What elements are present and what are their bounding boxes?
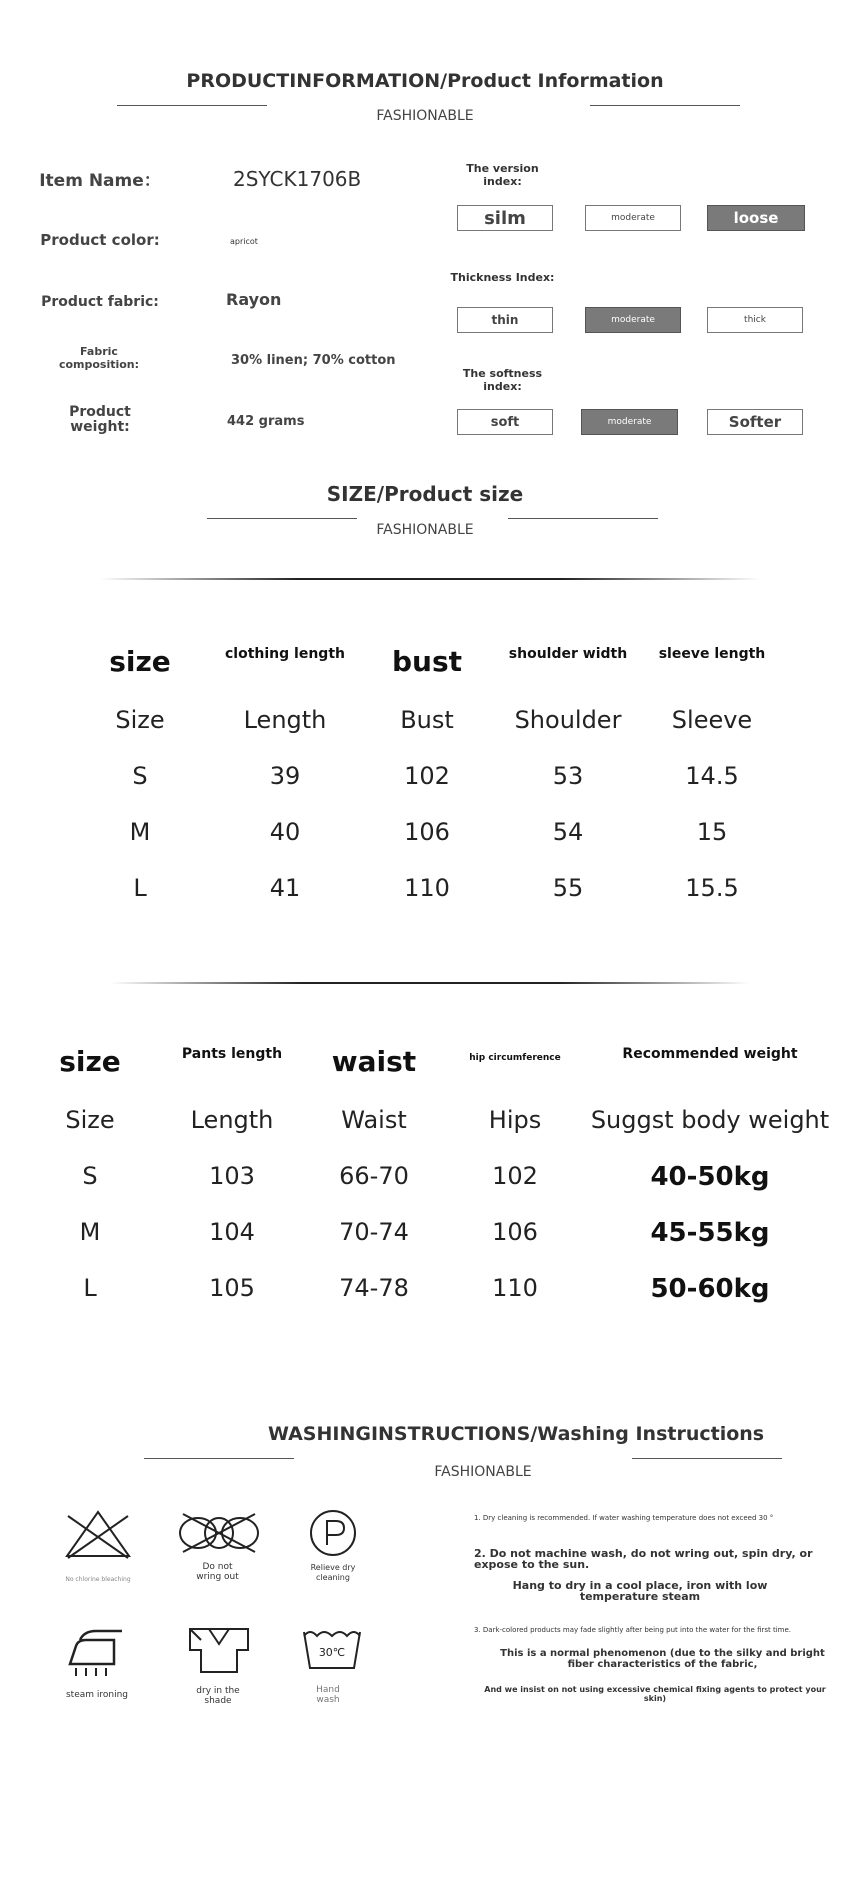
table-cell: S <box>82 1162 98 1190</box>
top-table-rule <box>100 578 760 580</box>
no-wring-caption: Do not wring out <box>196 1562 239 1582</box>
product-color-label: Product color: <box>40 231 160 249</box>
hand-wash-temp: 30℃ <box>318 1646 346 1659</box>
table-cell: 70-74 <box>339 1218 409 1246</box>
table-subheader: Sleeve <box>671 706 753 734</box>
version-index-title: The version index: <box>466 162 539 188</box>
table-subheader: Shoulder <box>514 706 622 734</box>
dry-clean-caption: Relieve dry cleaning <box>310 1563 356 1582</box>
product-info-title: PRODUCTINFORMATION/Product Information <box>186 70 664 92</box>
product-fabric-value: Rayon <box>226 290 282 309</box>
fabric-composition-value: 30% linen; 70% cotton <box>231 353 396 368</box>
table-cell: M <box>79 1218 101 1246</box>
size-divider-right <box>508 518 658 519</box>
size-section-subtitle: FASHIONABLE <box>376 522 474 538</box>
table-cell: 40-50kg <box>650 1162 770 1192</box>
table-cell: 102 <box>492 1162 538 1190</box>
softness-option-softer: Softer <box>707 409 803 435</box>
table-cell: 110 <box>492 1274 538 1302</box>
product-fabric-label: Product fabric: <box>41 294 159 310</box>
dry-clean-icon <box>308 1508 358 1558</box>
washing-subtitle: FASHIONABLE <box>434 1464 532 1480</box>
table-header: Pants length <box>181 1046 283 1062</box>
size-section-title: SIZE/Product size <box>326 482 524 506</box>
table-header: waist <box>331 1045 417 1078</box>
table-cell: 50-60kg <box>650 1274 770 1304</box>
table-cell: 103 <box>209 1162 255 1190</box>
table-subheader: Length <box>243 706 327 734</box>
washing-note-1: 1. Dry cleaning is recommended. If water washing temperature does not exceed 30 ° <box>474 1514 774 1522</box>
table-cell: 66-70 <box>339 1162 409 1190</box>
thickness-index-title: Thickness Index: <box>450 271 555 284</box>
table-subheader: Suggst body weight <box>590 1106 830 1134</box>
softness-index-title: The softness index: <box>462 367 543 393</box>
fabric-composition-label: Fabric composition: <box>58 345 140 371</box>
table-cell: 74-78 <box>339 1274 409 1302</box>
washing-note-3b: This is a normal phenomenon (due to the silky and bright fiber characteristics of the fabric, <box>500 1648 825 1670</box>
no-bleach-icon <box>63 1508 133 1560</box>
hand-wash-caption: Hand wash <box>316 1685 340 1705</box>
item-name-value: 2SYCK1706B <box>233 167 362 191</box>
table-cell: 54 <box>552 818 584 846</box>
product-weight-value: 442 grams <box>227 414 305 429</box>
table-header: size <box>109 645 171 678</box>
table-cell: 53 <box>552 762 584 790</box>
product-color-value: apricot <box>230 237 258 246</box>
table-header: shoulder width <box>508 646 628 662</box>
table-cell: 106 <box>404 818 450 846</box>
version-option-silm: silm <box>457 205 553 231</box>
table-header: size <box>59 1045 121 1078</box>
version-option-loose: loose <box>707 205 805 231</box>
divider-left <box>117 105 267 106</box>
washing-divider-right <box>632 1458 782 1459</box>
pants-table-rule <box>110 982 750 984</box>
product-info-subtitle: FASHIONABLE <box>376 108 474 124</box>
steam-iron-caption: steam ironing <box>65 1690 129 1700</box>
table-cell: 55 <box>552 874 584 902</box>
table-cell: 15 <box>696 818 728 846</box>
table-cell: 106 <box>492 1218 538 1246</box>
product-weight-label: Product weight: <box>69 404 131 435</box>
table-cell: 15.5 <box>685 874 739 902</box>
washing-note-2b: Hang to dry in a cool place, iron with low temperature steam <box>512 1579 768 1603</box>
table-header: clothing length <box>225 646 345 662</box>
table-header: sleeve length <box>658 646 766 662</box>
table-cell: 104 <box>209 1218 255 1246</box>
washing-divider-left <box>144 1458 294 1459</box>
version-option-moderate: moderate <box>585 205 681 231</box>
table-header: Recommended weight <box>622 1046 798 1062</box>
table-cell: 39 <box>269 762 301 790</box>
item-name-label: Item Name： <box>39 171 161 191</box>
table-subheader: Length <box>190 1106 274 1134</box>
table-subheader: Size <box>115 706 165 734</box>
table-cell: 14.5 <box>685 762 739 790</box>
softness-option-soft: soft <box>457 409 553 435</box>
washing-note-3c: And we insist on not using excessive chemical fixing agents to protect your skin) <box>484 1685 826 1703</box>
table-subheader: Size <box>65 1106 115 1134</box>
thickness-option-thick: thick <box>707 307 803 333</box>
thickness-option-thin: thin <box>457 307 553 333</box>
table-cell: 105 <box>209 1274 255 1302</box>
washing-note-2: 2. Do not machine wash, do not wring out, spin dry, or expose to the sun. <box>474 1547 813 1571</box>
dry-shade-icon <box>187 1626 251 1676</box>
table-cell: 40 <box>269 818 301 846</box>
thickness-option-moderate: moderate <box>585 307 681 333</box>
table-cell: 110 <box>404 874 450 902</box>
table-header: bust <box>391 645 463 678</box>
table-cell: S <box>132 762 148 790</box>
table-cell: 45-55kg <box>650 1218 770 1248</box>
washing-note-3: 3. Dark-colored products may fade slightly after being put into the water for the first time. <box>474 1626 792 1634</box>
steam-iron-icon <box>66 1628 126 1678</box>
hand-wash-icon <box>300 1626 364 1670</box>
table-cell: 102 <box>404 762 450 790</box>
table-header: hip circumference <box>469 1053 561 1063</box>
no-wring-icon <box>177 1510 261 1556</box>
table-subheader: Hips <box>488 1106 542 1134</box>
table-cell: M <box>129 818 151 846</box>
size-divider-left <box>207 518 357 519</box>
table-cell: L <box>133 874 147 902</box>
table-cell: 41 <box>269 874 301 902</box>
table-cell: L <box>83 1274 97 1302</box>
no-bleach-caption: No chlorine bleaching <box>65 1576 131 1583</box>
table-subheader: Bust <box>400 706 454 734</box>
dry-shade-caption: dry in the shade <box>196 1686 240 1706</box>
softness-option-moderate: moderate <box>581 409 678 435</box>
divider-right <box>590 105 740 106</box>
table-subheader: Waist <box>341 1106 407 1134</box>
washing-title: WASHINGINSTRUCTIONS/Washing Instructions <box>268 1423 765 1445</box>
